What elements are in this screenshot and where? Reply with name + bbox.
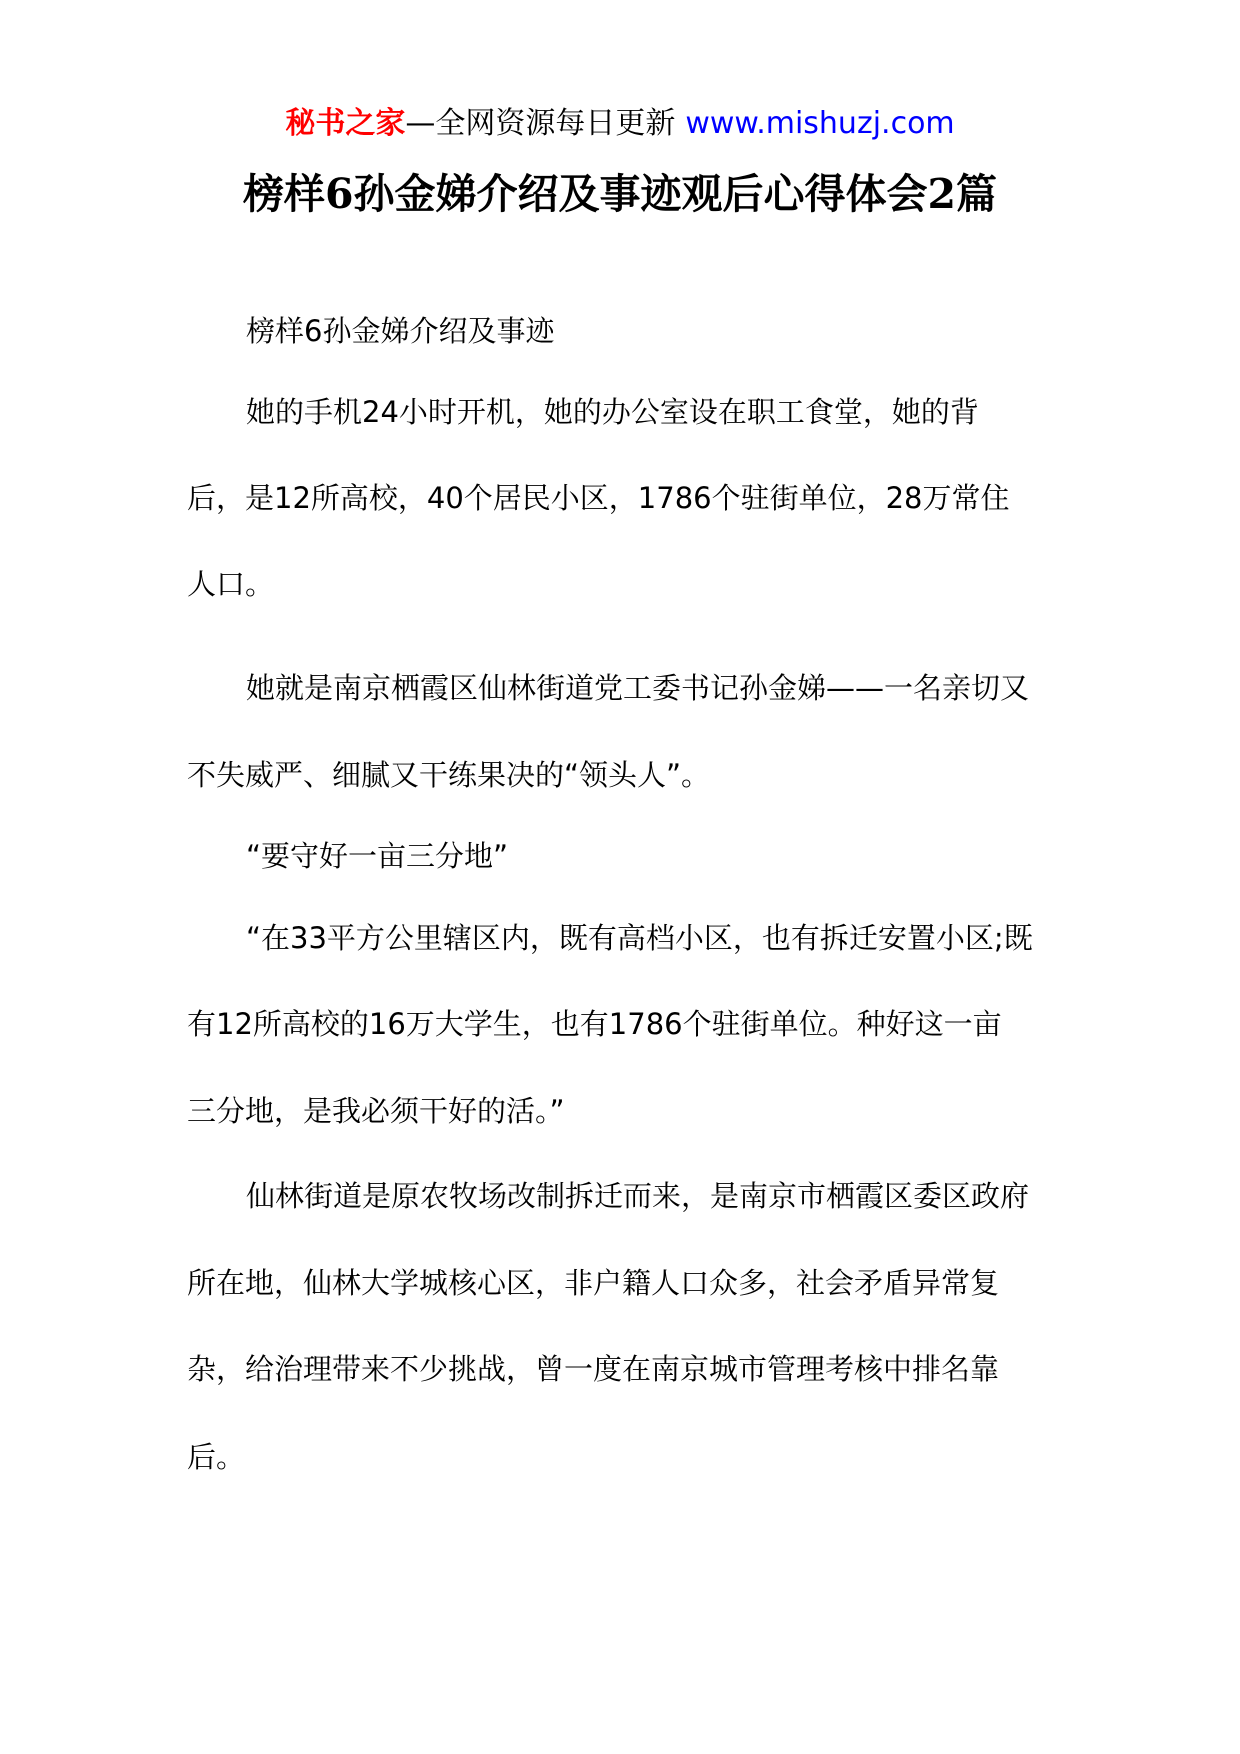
paragraph-4-line-1: 仙林街道是原农牧场改制拆迁而来，是南京市栖霞区委区政府 xyxy=(246,1179,1030,1213)
brand-name: 秘书之家 xyxy=(285,106,406,141)
paragraph-3-line-2: 有12所高校的16万大学生，也有1786个驻街单位。种好这一亩 xyxy=(187,1007,1002,1041)
paragraph-2-line-1: 她就是南京栖霞区仙林街道党工委书记孙金娣——一名亲切又 xyxy=(246,671,1030,705)
paragraph-3-line-1: “在33平方公里辖区内，既有高档小区，也有拆迁安置小区;既 xyxy=(246,921,1033,955)
paragraph-1-line-3: 人口。 xyxy=(187,567,275,601)
paragraph-2-line-2: 不失威严、细腻又干练果决的“领头人”。 xyxy=(187,758,711,792)
banner-tagline: —全网资源每日更新 xyxy=(405,106,676,141)
paragraph-4-line-4: 后。 xyxy=(187,1440,246,1474)
subheading: 榜样6孙金娣介绍及事迹 xyxy=(246,314,555,348)
paragraph-1-line-2: 后，是12所高校，40个居民小区，1786个驻街单位，28万常住 xyxy=(187,481,1010,515)
document-title: 榜样6孙金娣介绍及事迹观后心得体会2篇 xyxy=(242,170,998,218)
paragraph-4-line-3: 杂，给治理带来不少挑战，曾一度在南京城市管理考核中排名靠 xyxy=(187,1352,1000,1386)
paragraph-3-line-3: 三分地，是我必须干好的活。” xyxy=(187,1094,565,1128)
section-heading: “要守好一亩三分地” xyxy=(246,839,509,873)
paragraph-1-line-1: 她的手机24小时开机，她的办公室设在职工食堂，她的背 xyxy=(246,395,979,429)
site-banner xyxy=(0,104,1240,144)
site-url-link[interactable]: www.mishuzj.com xyxy=(685,106,955,141)
paragraph-4-line-2: 所在地，仙林大学城核心区，非户籍人口众多，社会矛盾异常复 xyxy=(187,1266,1000,1300)
